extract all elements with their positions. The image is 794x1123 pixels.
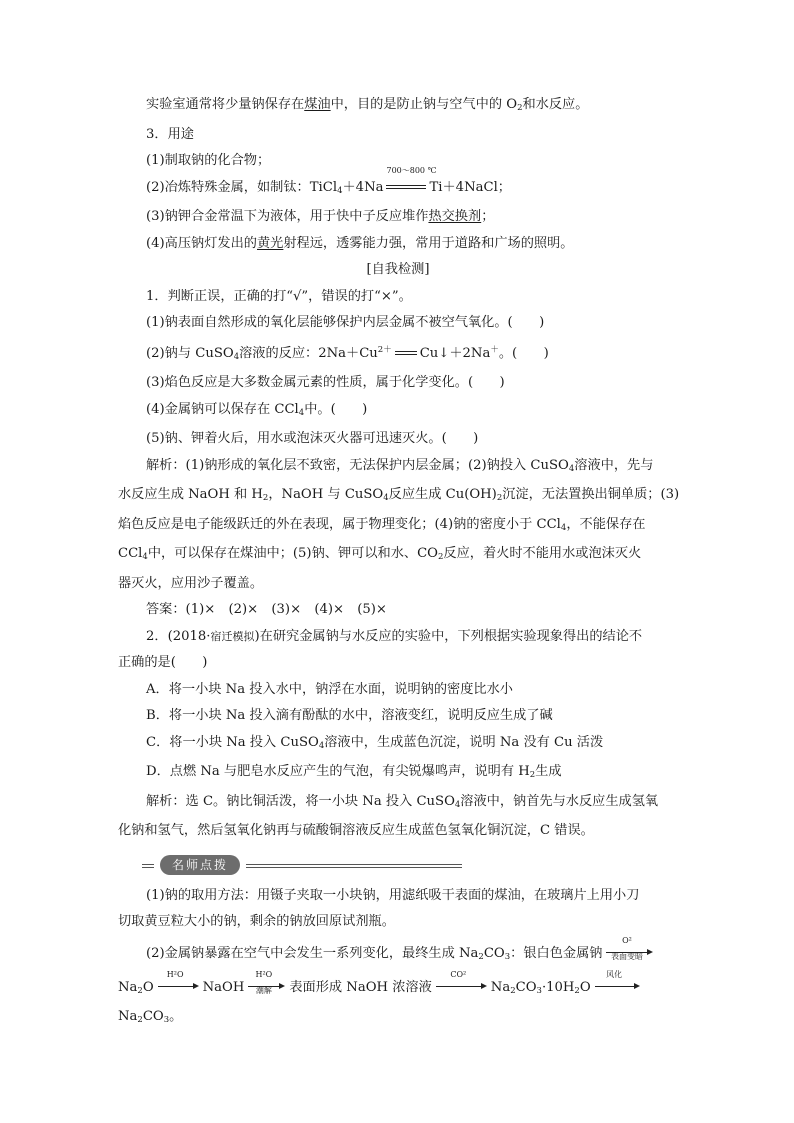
tips-badge: 名师点拨 bbox=[160, 855, 240, 875]
question-2-stem-cont: 正确的是( ) bbox=[118, 655, 208, 670]
reaction-condition: 700～800 ℃ bbox=[386, 175, 426, 202]
storage-paragraph: 实验室通常将少量钠保存在煤油中，目的是防止钠与空气中的 $O_2$和水反应。 bbox=[146, 97, 589, 113]
option-a: A．将一小块 Na 投入水中，钠浮在水面，说明钠的密度比水小 bbox=[146, 681, 513, 697]
question-1-item-5: (5)钠、钾着火后，用水或泡沫灭火器可迅速灭火。( ) bbox=[146, 431, 479, 446]
tip-1-cont: 切取黄豆粒大小的钠，剩余的钠放回原试剂瓶。 bbox=[118, 914, 395, 929]
question-1-explanation: 解析：(1)钠形成的氧化层不致密，无法保护内层金属；(2)钠投入 CuSO$_4$溶液中，先与 水反应生成 NaOH 和 $H_2$，NaOH 与 CuSO$_4$反应生成 $Cu(OH)_2$沉淀，无法置换出铜单质；(3) 焰色反应是电子能级跃迁的外在表现，属于物理变化；(4)钠的密度小于 CCl$_4$，不能保存在 CCl$_4$中，可以保存在煤油中；(5)钠、钾可以和水、$CO_2$反应，着火时不能用水或泡沫灭火 器灭火，应用沙子覆盖。 bbox=[118, 457, 680, 591]
use-item-4: (4)高压钠灯发出的黄光射程远，透雾能力强，常用于道路和广场的照明。 bbox=[146, 235, 574, 251]
tip-2-end: $Na_2CO_3$。 bbox=[118, 1009, 183, 1025]
question-2-stem: 2．(2018·宿迁模拟)在研究金属钠与水反应的实验中，下列根据实验现象得出的结论不 bbox=[146, 628, 643, 644]
tips-banner bbox=[142, 855, 462, 877]
tip-2-chain: $Na_2O$ H²O NaOH H²O 潮解 表面形成 NaOH 浓溶液 CO² $Na_2CO_3\cdot 10H_2O$ 风化 bbox=[118, 974, 678, 1004]
option-b: B．将一小块 Na 投入滴有酚酞的水中，溶液变红，说明反应生成了碱 bbox=[146, 708, 553, 723]
use-item-2: (2)冶炼特殊金属，如制钛：TiCl$_4$＋4Na 700～800 ℃ Ti＋4NaCl； bbox=[118, 175, 678, 205]
question-1-stem: 1．判断正误，正确的打“√”，错误的打“×”。 bbox=[146, 288, 412, 304]
question-2-explanation-cont: 化钠和氢气，然后氢氧化钠再与硫酸铜溶液反应生成蓝色氢氧化铜沉淀，C 错误。 bbox=[118, 823, 594, 838]
self-check-title: [自我检测] bbox=[366, 262, 430, 277]
arrow-weathering: 风化 bbox=[595, 974, 640, 1001]
question-1-item-1: (1)钠表面自然形成的氧化层能够保护内层金属不被空气氧化。( ) bbox=[146, 315, 545, 330]
use-item-1: (1)制取钠的化合物； bbox=[146, 153, 271, 168]
document-page bbox=[118, 92, 678, 1034]
equals-sign bbox=[395, 341, 417, 368]
use-item-3: (3)钠钾合金常温下为液体，用于快中子反应堆作热交换剂； bbox=[146, 209, 495, 224]
question-1-answer: 答案：(1)× (2)× (3)× (4)× (5)× bbox=[146, 602, 387, 617]
arrow-oxygen: O² 表面变暗 bbox=[606, 940, 653, 967]
arrow-co2: CO² bbox=[436, 974, 487, 1001]
banner-rule-left bbox=[142, 864, 154, 868]
question-1-item-4: (4)金属钠可以保存在 CCl$_4$中。( ) bbox=[146, 401, 368, 418]
arrow-water-1: H²O bbox=[158, 974, 199, 1001]
option-c: C．将一小块 Na 投入 CuSO$_4$溶液中，生成蓝色沉淀，说明 Na 没有 Cu 活泼 bbox=[146, 734, 604, 751]
section-3-heading: 3．用途 bbox=[146, 126, 194, 142]
banner-rule-right bbox=[246, 864, 462, 868]
tip-2: (2)金属钠暴露在空气中会发生一系列变化，最终生成 $Na_2CO_3$：银白色金属钠 O² 表面变暗 bbox=[118, 940, 678, 970]
tip-1: (1)钠的取用方法：用镊子夹取一小块钠，用滤纸吸干表面的煤油，在玻璃片上用小刀 bbox=[146, 887, 640, 903]
question-2-explanation: 解析：选 C。钠比铜活泼，将一小块 Na 投入 CuSO$_4$溶液中，钠首先与水反应生成氢氧 bbox=[146, 793, 659, 810]
question-1-item-3: (3)焰色反应是大多数金属元素的性质，属于化学变化。( ) bbox=[146, 375, 505, 390]
arrow-water-2: H²O 潮解 bbox=[248, 974, 285, 1001]
option-d: D．点燃 Na 与肥皂水反应产生的气泡，有尖锐爆鸣声，说明有 $H_2$生成 bbox=[146, 764, 562, 780]
question-1-item-2: (2)钠与 CuSO$_4$溶液的反应：$2Na+Cu^{2+}$ Cu↓＋2Na＋。( ) bbox=[118, 337, 678, 371]
